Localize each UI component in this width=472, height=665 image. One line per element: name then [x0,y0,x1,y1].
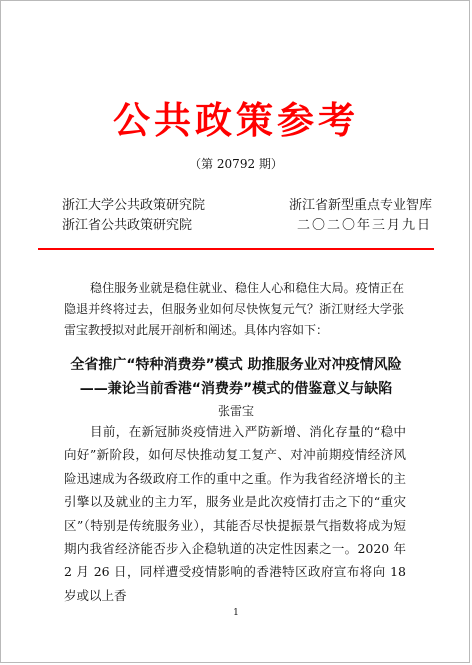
editor-note: 稳住服务业就是稳住就业、稳住人心和稳住大局。疫情正在隐退并终将过去，但服务业如何尽快恢复元气？浙江财经大学张雷宝教授拟对此展开剖析和阐述。具体内容如下： [64,281,404,337]
issue-number: （第 20792 期） [189,157,283,171]
publisher-block [62,196,432,236]
publisher-left-line-2: 浙江省公共政策研究院 [62,218,193,233]
masthead-title: 公共政策参考 [113,98,359,142]
header-divider [38,248,434,250]
publisher-row-1 [62,196,432,216]
article-title-line-1: 全省推广“特种消费券”模式 助推服务业对冲疫情风险 [70,357,402,373]
article-title [0,353,472,401]
publication-date: 二〇二〇年三月九日 [296,218,432,233]
publisher-row-2 [62,216,432,236]
publisher-right-line-1: 浙江省新型重点专业智库 [288,198,432,213]
article-body: 目前，在新冠肺炎疫情进入严防新增、消化存量的“稳中向好”新阶段，如何尽快推动复工复产、对冲前期疫情经济风险迅速成为各级政府工作的重中之重。作为我省经济增长的主引擎以及就业的主力军，服务业是此次疫情打击之下的“重灾区”（特别是传统服务业），其能否尽快提振景气指数将成为短期内我省经济能否步入企稳轨道的决定性因素之一。2020 年 2 月 26 日，同样遭受疫情影响的香港特区政府宣布将向 18 岁或以上香 [64,424,406,603]
publisher-left-line-1: 浙江大学公共政策研究院 [62,198,206,213]
page-number: 1 [233,608,239,618]
article-author: 张雷宝 [217,404,254,418]
article-subtitle: ——兼论当前香港“消费券”模式的借鉴意义与缺陷 [79,381,393,397]
